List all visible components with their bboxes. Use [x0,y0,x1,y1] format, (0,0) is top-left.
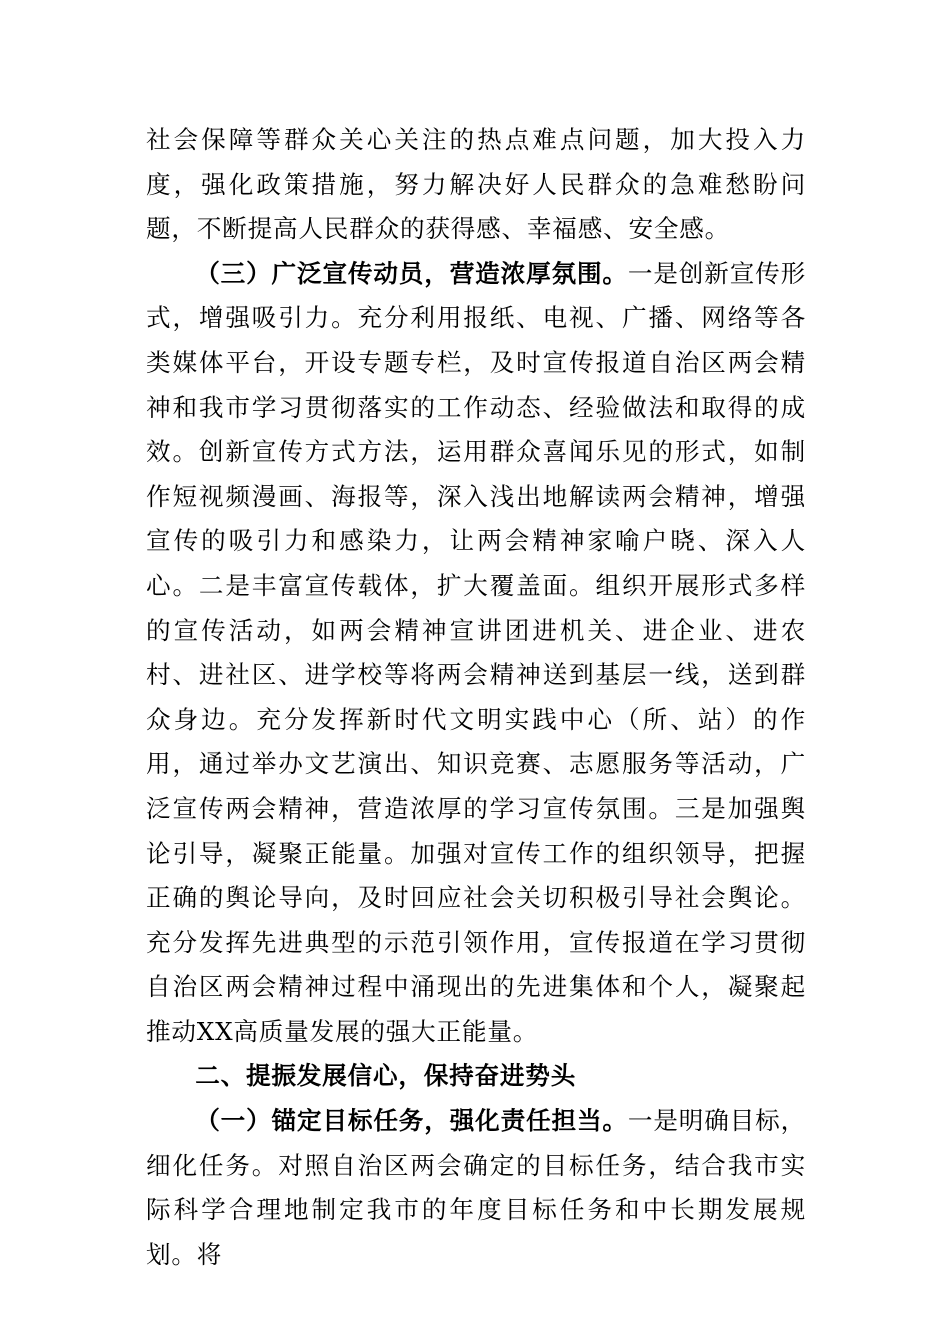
paragraph-text: 一是创新宣传形式，增强吸引力。充分利用报纸、电视、广播、网络等各类媒体平台，开设专题专栏，及时宣传报道自治区两会精神和我市学习贯彻落实的工作动态、经验做法和取得的成效。创新宣传方式方法，运用群众喜闻乐见的形式，如制作短视频漫画、海报等，深入浅出地解读两会精神，增强宣传的吸引力和感染力，让两会精神家喻户晓、深入人心。二是丰富宣传载体，扩大覆盖面。组织开展形式多样的宣传活动，如两会精神宣讲团进机关、进企业、进农村、进社区、进学校等将两会精神送到基层一线，送到群众身边。充分发挥新时代文明实践中心（所、站）的作用，通过举办文艺演出、知识竞赛、志愿服务等活动，广泛宣传两会精神，营造浓厚的学习宣传氛围。三是加强舆论引导，凝聚正能量。加强对宣传工作的组织领导，把握正确的舆论导向，及时回应社会关切积极引导社会舆论。充分发挥先进典型的示范引领作用，宣传报道在学习贯彻自治区两会精神过程中涌现出的先进集体和个人，凝聚起推动XX高质量发展的强大正能量。 [146,258,806,1046]
paragraph-social-security [146,118,806,252]
paragraph-lead: （三）广泛宣传动员，营造浓厚氛围。 [195,258,628,288]
document-page [146,118,806,1277]
section-heading: 二、提振发展信心，保持奋进势头 [195,1061,577,1091]
paragraph-text: 社会保障等群众关心关注的热点难点问题，加大投入力度，强化政策措施，努力解决好人民群众的急难愁盼问题，不断提高人民群众的获得感、幸福感、安全感。 [146,125,806,244]
paragraph-publicity [146,252,806,1055]
paragraph-text: 一是明确目标，细化任务。对照自治区两会确定的目标任务，结合我市实际科学合理地制定我市的年度目标任务和中长期发展规划。将 [146,1106,806,1269]
paragraph-targets [146,1099,806,1277]
paragraph-lead: （一）锚定目标任务，强化责任担当。 [195,1106,628,1136]
